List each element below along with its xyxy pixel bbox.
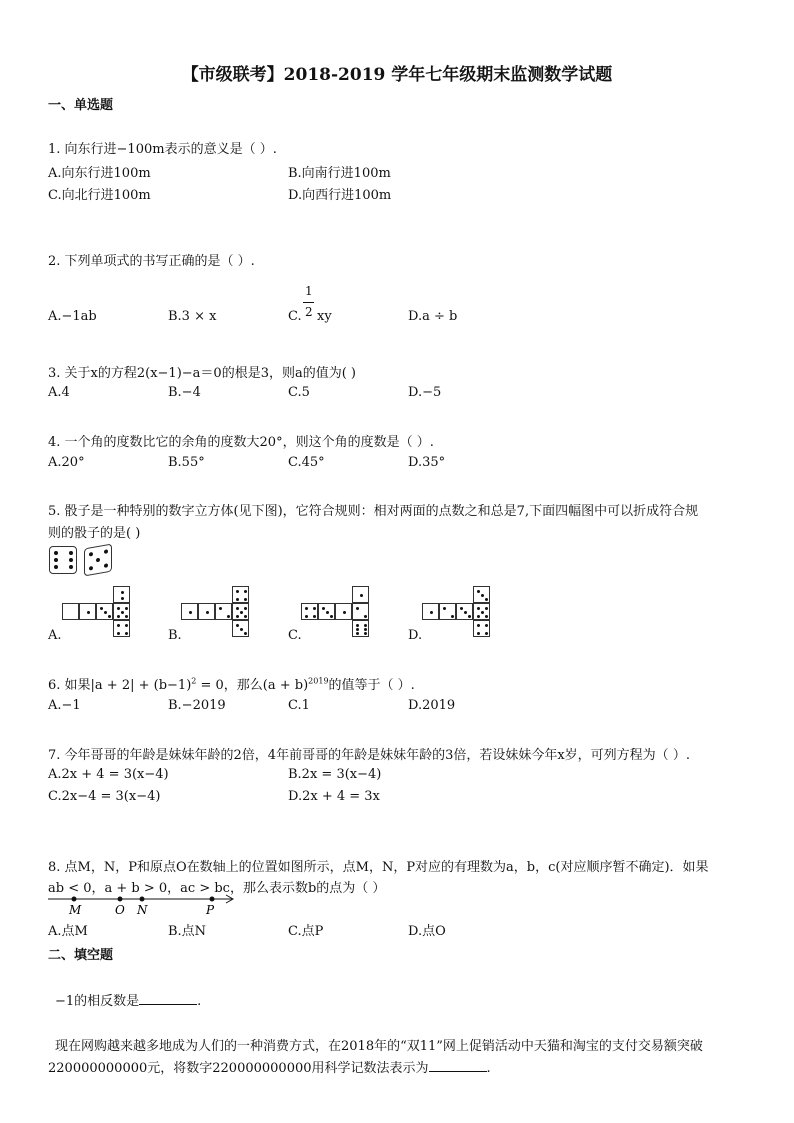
- question-1-option-c[interactable]: C.向北行进100m: [48, 188, 151, 203]
- point-o-label: O: [115, 903, 125, 917]
- question-7-option-b[interactable]: B.2x = 3(x−4): [288, 767, 382, 782]
- question-3-stem: 3. 关于x的方程2(x−1)−a＝0的根是3，则a的值为( ): [48, 366, 356, 381]
- question-6-option-a[interactable]: A.−1: [48, 698, 81, 713]
- question-3-option-c[interactable]: C.5: [288, 385, 310, 400]
- point-m-dot: [72, 897, 77, 902]
- question-5-option-d[interactable]: D.: [408, 628, 423, 643]
- question-5-option-a[interactable]: A.: [48, 628, 62, 643]
- q6-part-2: = 0，那么(a + b): [196, 678, 309, 693]
- question-4-stem: 4. 一个角的度数比它的余角的度数大20°，则这个角的度数是（ ）.: [48, 435, 434, 450]
- question-4-option-b[interactable]: B.55°: [168, 455, 205, 470]
- question-8-stem-line-1: 8. 点M，N，P和原点O在数轴上的位置如图所示，点M，N，P对应的有理数为a，b，c(对应顺序暂不确定)．如果: [48, 860, 709, 875]
- fill-question-2-text: 220000000000元，将数字220000000000用科学记数法表示为: [48, 1061, 429, 1076]
- fraction-bar: [303, 302, 314, 303]
- dice-icon: [84, 544, 112, 577]
- fill-question-1-text: −1的相反数是: [55, 994, 140, 1009]
- fill-question-1-tail: .: [197, 994, 202, 1009]
- question-5-stem-line-2: 则的骰子的是( ): [48, 526, 141, 541]
- section-heading-single-choice: 一、单选题: [48, 98, 114, 113]
- answer-blank[interactable]: [429, 1059, 487, 1072]
- fraction-variable: xy: [317, 309, 332, 324]
- question-4-option-c[interactable]: C.45°: [288, 455, 325, 470]
- point-n-dot: [140, 897, 145, 902]
- page-title: 【市级联考】2018-2019 学年七年级期末监测数学试题: [181, 65, 613, 85]
- question-8-option-d[interactable]: D.点O: [408, 924, 446, 939]
- question-3-option-d[interactable]: D.−5: [408, 385, 442, 400]
- point-p-dot: [210, 897, 215, 902]
- fill-question-2-tail: .: [486, 1061, 491, 1076]
- question-2-option-c[interactable]: [288, 309, 302, 324]
- question-8-option-b[interactable]: B.点N: [168, 924, 207, 939]
- question-6-option-c[interactable]: C.1: [288, 698, 310, 713]
- question-3-option-a[interactable]: A.4: [48, 385, 70, 400]
- point-m-label: M: [69, 903, 82, 917]
- question-4-option-a[interactable]: A.20°: [48, 455, 85, 470]
- question-4-option-d[interactable]: D.35°: [408, 455, 446, 470]
- question-7-option-c[interactable]: C.2x−4 = 3(x−4): [48, 789, 161, 804]
- option-c-prefix: C.: [288, 309, 302, 324]
- q6-part-1: 6. 如果|a + 2| + (b−1): [48, 678, 192, 693]
- question-1-option-a[interactable]: A.向东行进100m: [48, 166, 151, 181]
- answer-blank[interactable]: [139, 992, 197, 1005]
- point-p-label: P: [206, 903, 215, 917]
- question-1-option-b[interactable]: B.向南行进100m: [288, 166, 391, 181]
- question-2-stem: 2. 下列单项式的书写正确的是（ ）.: [48, 254, 255, 269]
- q6-part-3: 的值等于（ ）.: [328, 678, 415, 693]
- question-7-option-a[interactable]: A.2x + 4 = 3(x−4): [48, 767, 169, 782]
- question-8-option-a[interactable]: A.点M: [48, 924, 88, 939]
- question-7-stem: 7. 今年哥哥的年龄是妹妹年龄的2倍，4年前哥哥的年龄是妹妹年龄的3倍，若设妹妹今年x岁，可列方程为（ ）.: [48, 748, 690, 763]
- dice-icon: [49, 546, 77, 574]
- question-1-stem: 1. 向东行进−100m表示的意义是（ ）.: [48, 142, 277, 157]
- question-1-option-d[interactable]: D.向西行进100m: [288, 188, 392, 203]
- number-line-figure: [48, 893, 238, 917]
- question-2-option-b[interactable]: B.3 × x: [168, 309, 217, 324]
- fraction-numerator: 1: [305, 284, 313, 298]
- question-6-stem: [48, 674, 415, 693]
- fill-question-2-line-1: 现在网购越来越多地成为人们的一种消费方式，在2018年的“双11”网上促销活动中天猫和淘宝的支付交易额突破: [55, 1039, 703, 1054]
- point-o-dot: [118, 897, 123, 902]
- question-5-stem-line-1: 5. 骰子是一种特别的数字立方体(见下图)，它符合规则：相对两面的点数之和总是7,下面四幅图中可以折成符合规: [48, 504, 699, 519]
- question-2-option-a[interactable]: A.−1ab: [48, 309, 97, 324]
- question-7-option-d[interactable]: D.2x + 4 = 3x: [288, 789, 380, 804]
- question-2-option-d[interactable]: D.a ÷ b: [408, 309, 458, 324]
- fill-question-1: [55, 990, 201, 1009]
- section-heading-fill-in: 二、填空题: [48, 948, 114, 963]
- point-n-label: N: [137, 903, 148, 917]
- question-5-option-b[interactable]: B.: [168, 628, 182, 643]
- fill-question-2-line-2: [48, 1057, 491, 1076]
- q6-exponent-1: 2: [191, 676, 197, 686]
- q6-exponent-2: 2019: [308, 676, 329, 686]
- fraction-denominator: 2: [305, 305, 313, 319]
- question-3-option-b[interactable]: B.−4: [168, 385, 201, 400]
- question-6-option-d[interactable]: D.2019: [408, 698, 456, 713]
- question-5-option-c[interactable]: C.: [288, 628, 302, 643]
- question-6-option-b[interactable]: B.−2019: [168, 698, 226, 713]
- question-8-stem-line-2: ab < 0，a + b > 0，ac > bc，那么表示数b的点为（ ）: [48, 881, 386, 896]
- question-8-option-c[interactable]: C.点P: [288, 924, 324, 939]
